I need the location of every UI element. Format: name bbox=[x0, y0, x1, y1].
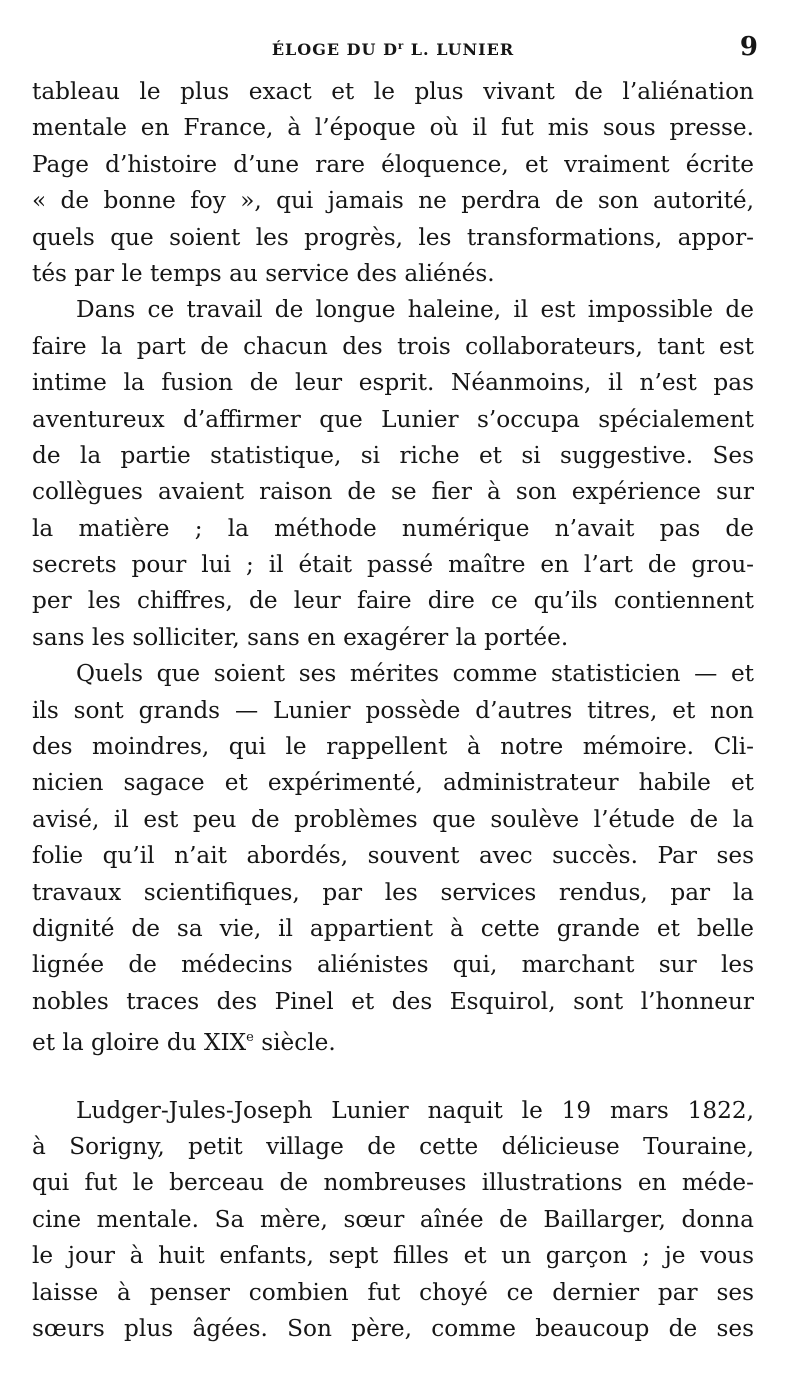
paragraph-2 bbox=[32, 292, 754, 656]
section-break bbox=[32, 1057, 754, 1093]
text-line: quels que soient les progrès, les transformations, appor- bbox=[32, 223, 754, 251]
text-line: folie qu’il n’ait abordés, souvent avec succès. Par ses bbox=[32, 842, 754, 870]
text-line: la matière ; la méthode numérique n’avait pas de bbox=[32, 514, 754, 542]
text-line: le jour à huit enfants, sept filles et un garçon ; je vous bbox=[32, 1242, 754, 1270]
text-line: nicien sagace et expérimenté, administrateur habile et bbox=[32, 769, 754, 797]
text-line: secrets pour lui ; il était passé maître en l’art de grou- bbox=[32, 551, 754, 579]
running-head-title: ÉLOGE DU $D^r$ L. LUNIER bbox=[271, 40, 515, 59]
text-line: ils sont grands — Lunier possède d’autres titres, et non bbox=[32, 696, 754, 724]
century-superscript: e bbox=[246, 1030, 254, 1046]
running-head-superscript: r bbox=[397, 41, 405, 52]
text-line: Quels que soient ses mérites comme statisticien — et bbox=[76, 660, 754, 688]
text-line: Ludger-Jules-Joseph Lunier naquit le 19 mars 1822, bbox=[76, 1096, 754, 1124]
text-line: collègues avaient raison de se fier à son expérience sur bbox=[32, 478, 754, 506]
text-line: lignée de médecins aliénistes qui, marchant sur les bbox=[32, 951, 754, 979]
running-head bbox=[32, 30, 758, 70]
text-line: qui fut le berceau de nombreuses illustrations en méde- bbox=[32, 1169, 754, 1197]
text-line: avisé, il est peu de problèmes que soulève l’étude de la bbox=[32, 805, 754, 833]
text-line: mentale en France, à l’époque où il fut mis sous presse. bbox=[32, 114, 754, 142]
text-line: intime la fusion de leur esprit. Néanmoins, il n’est pas bbox=[32, 369, 754, 397]
page-number: 9 bbox=[739, 32, 758, 62]
text-line: faire la part de chacun des trois collaborateurs, tant est bbox=[32, 332, 754, 360]
text-line: sans les solliciter, sans en exagérer la portée. bbox=[32, 623, 569, 651]
text-line: cine mentale. Sa mère, sœur aînée de Baillarger, donna bbox=[32, 1205, 754, 1233]
text-line: « de bonne foy », qui jamais ne perdra de son autorité, bbox=[32, 187, 754, 215]
text-line: tableau le plus exact et le plus vivant de l’aliénation bbox=[32, 78, 754, 105]
text-line: Dans ce travail de longue haleine, il est impossible de bbox=[76, 296, 754, 324]
text-line: dignité de sa vie, il appartient à cette grande et belle bbox=[32, 914, 754, 942]
paragraph-1 bbox=[32, 74, 754, 292]
text-line: sœurs plus âgées. Son père, comme beaucoup de ses bbox=[32, 1314, 754, 1342]
body-text bbox=[32, 74, 754, 1347]
text-line: des moindres, qui le rappellent à notre mémoire. Cli- bbox=[32, 733, 754, 761]
text-line: et la gloire du XIXe siècle. bbox=[32, 1029, 336, 1057]
text-line: à Sorigny, petit village de cette délicieuse Touraine, bbox=[32, 1132, 754, 1160]
text-line: travaux scientifiques, par les services rendus, par la bbox=[32, 878, 754, 906]
text-line: tés par le temps au service des aliénés. bbox=[32, 259, 495, 287]
text-line: nobles traces des Pinel et des Esquirol, sont l’honneur bbox=[32, 987, 754, 1015]
text-line: per les chiffres, de leur faire dire ce qu’ils contiennent bbox=[32, 587, 754, 615]
text-line: de la partie statistique, si riche et si suggestive. Ses bbox=[32, 441, 754, 469]
text-line: Page d’histoire d’une rare éloquence, et vraiment écrite bbox=[32, 150, 754, 178]
paragraph-3 bbox=[32, 656, 754, 1056]
paragraph-4 bbox=[32, 1093, 754, 1348]
text-line: laisse à penser combien fut choyé ce dernier par ses bbox=[32, 1278, 754, 1306]
text-line: aventureux d’affirmer que Lunier s’occupa spécialement bbox=[32, 405, 754, 433]
